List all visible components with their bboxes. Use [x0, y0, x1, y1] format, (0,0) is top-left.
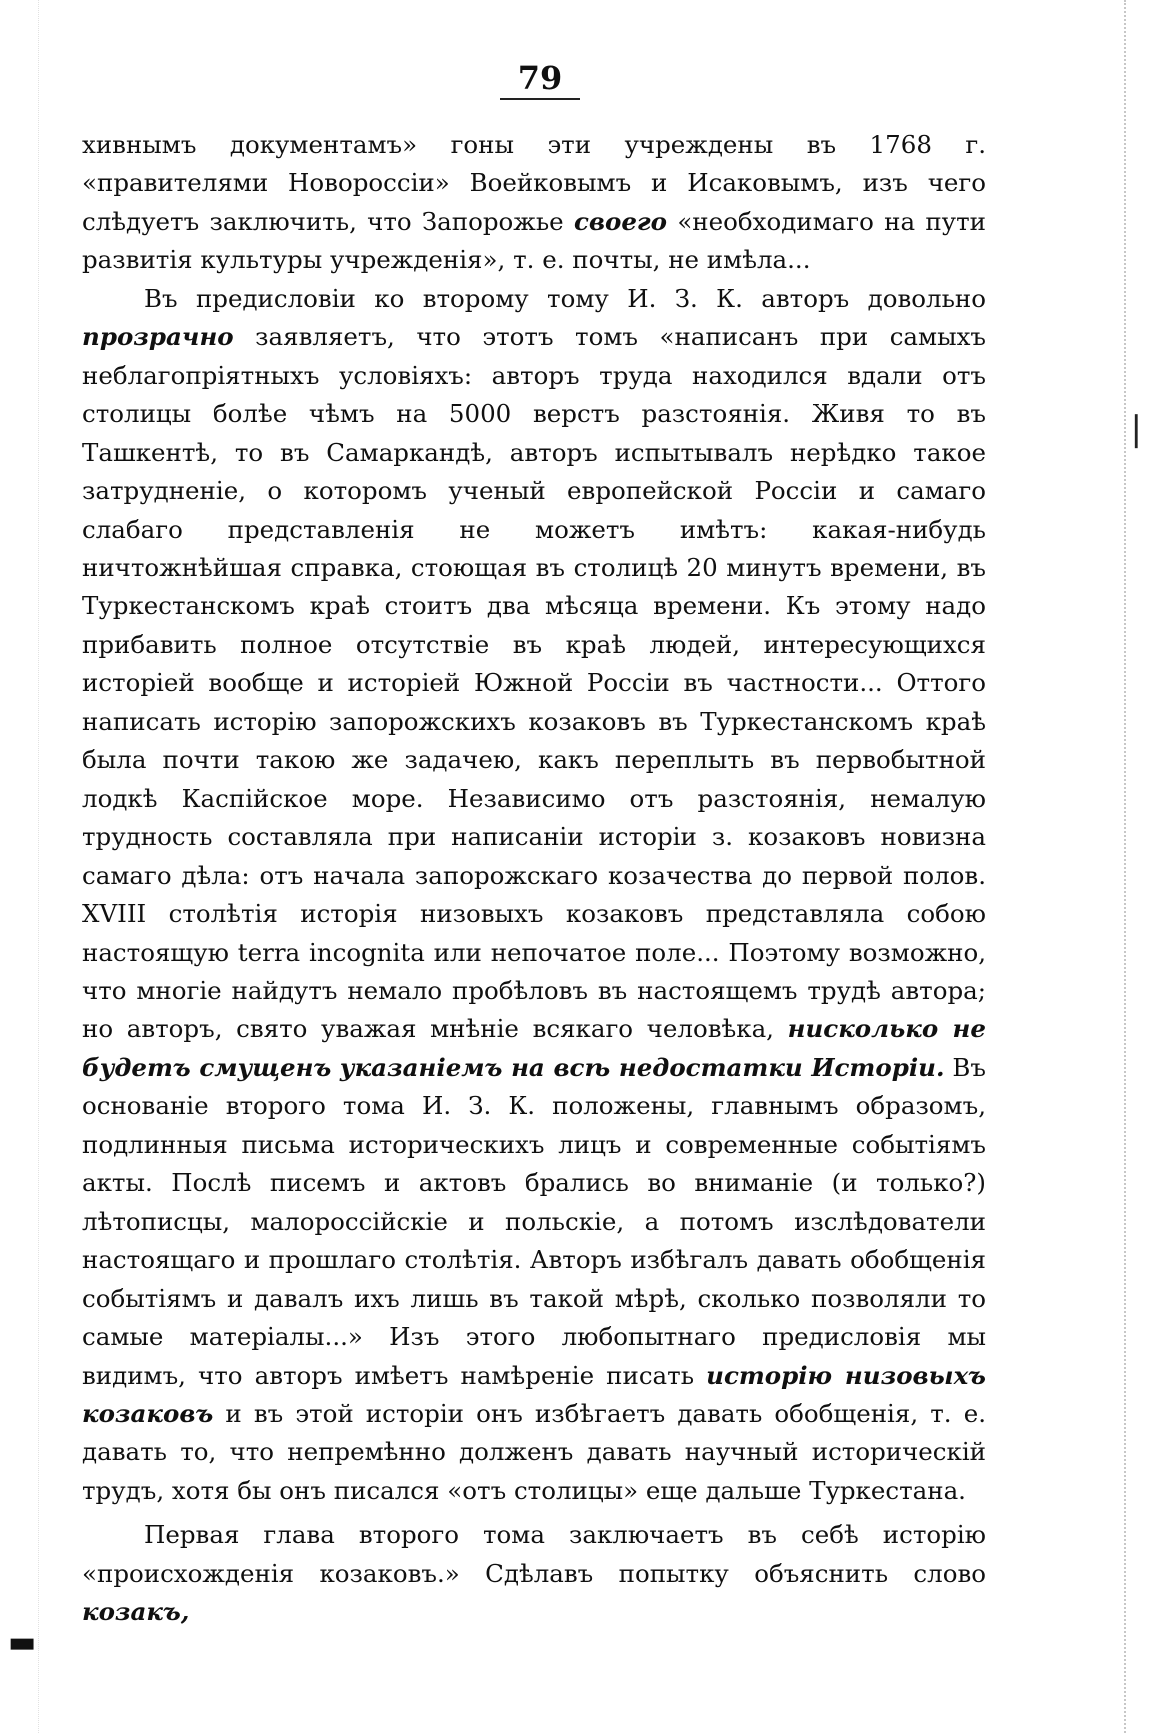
paragraph-1-italic: своего: [573, 206, 668, 236]
paragraph-1: [82, 126, 986, 280]
paragraph-2-start: Въ предисловіи ко второму тому И. З. К. авторъ довольно: [144, 283, 986, 313]
paragraph-2-mid-2: Въ основаніе второго тома И. З. К. положены, главнымъ образомъ, подлинныя письма историческихъ лицъ и современные событіямъ акты. Послѣ писемъ и актовъ брались во вниманіе (и только?) лѣтописцы, малороссійскіе и польскіе, а потомъ изслѣдователи настоящаго и прошлаго столѣтія. Авторъ избѣгалъ давать обобщенія событіямъ и давалъ ихъ лишь въ такой мѣрѣ, сколько позволяли то самые матеріалы...» Изъ этого любопытнаго предисловія мы видимъ, что авторъ имѣетъ намѣреніе писать: [82, 1052, 986, 1390]
paragraph-1-text: хивнымъ документамъ» гоны эти учреждены въ 1768 г. «правителями Новороссіи» Воейковымъ и Исаковымъ, изъ чего слѣдуетъ заключить, что Запорожье: [82, 130, 986, 236]
margin-arrow-icon: ▬: [8, 1625, 37, 1660]
paragraph-2-italic-3: исторію низовыхъ козаковъ: [82, 1360, 986, 1428]
paragraph-3: [82, 1516, 986, 1631]
margin-bar-icon: ❘: [1122, 409, 1151, 449]
paragraph-2-end: и въ этой исторіи онъ избѣгаетъ давать обобщенія, т. е. давать то, что непремѣнно долженъ давать научный историческій трудъ, хотя бы онъ писался «отъ столицы» еще дальше Туркестана.: [82, 1398, 986, 1505]
paragraph-3-start: Первая глава второго тома заключаетъ въ себѣ исторію «происхожденія козаковъ.» Сдѣлавъ попытку объяснить слово: [82, 1520, 986, 1588]
paragraph-2-mid: заявляетъ, что этотъ томъ «написанъ при самыхъ неблагопріятныхъ условіяхъ: авторъ труда находился вдали отъ столицы болѣе чѣмъ на 5000 верстъ разстоянія. Живя то въ Ташкентѣ, то въ Самаркандѣ, авторъ испытывалъ нерѣдко такое затрудненіе, о которомъ ученый европейской Россіи и самаго слабаго представленія не можетъ имѣтъ: какая-нибудь ничтожнѣйшая справка, стоющая въ столицѣ 20 минутъ времени, въ Туркестанскомъ краѣ стоитъ два мѣсяца времени. Къ этому надо прибавить полное отсутствіе въ краѣ людей, интересующихся исторіей вообще и исторіей Южной Россіи въ частности... Оттого написать исторію запорожскихъ козаковъ въ Туркестанскомъ краѣ была почти такою же задачею, какъ переплыть въ первобытной лодкѣ Каспійское море. Независимо отъ разстоянія, немалую трудность составляла при написаніи исторіи з. козаковъ новизна самаго дѣла: отъ начала запорожскаго козачества до первой полов. XVIII столѣтія исторія низовыхъ козаковъ представляла собою настоящую terra incognita или непочатое поле... Поэтому возможно, что многіе найдутъ немало пробѣловъ въ настоящемъ трудѣ автора; но авторъ, свято уважая мнѣніе всякаго человѣка,: [82, 322, 986, 1044]
scan-edge-right: [1124, 0, 1126, 1733]
paragraph-1-rest: «необходимаго на пути развитія культуры учрежденія», т. е. почты, не имѣла...: [82, 206, 986, 275]
paragraph-2: [82, 280, 986, 1511]
scan-edge-left: [38, 0, 39, 1733]
paragraph-2-italic-1: прозрачно: [82, 322, 234, 352]
page-number: 79: [500, 58, 580, 100]
paragraph-3-italic: козакъ,: [82, 1597, 190, 1627]
paragraph-2-italic-2: нисколько не будетъ смущенъ указаніемъ на всѣ недостатки Исторіи.: [82, 1014, 986, 1082]
page-text: [82, 126, 986, 1632]
